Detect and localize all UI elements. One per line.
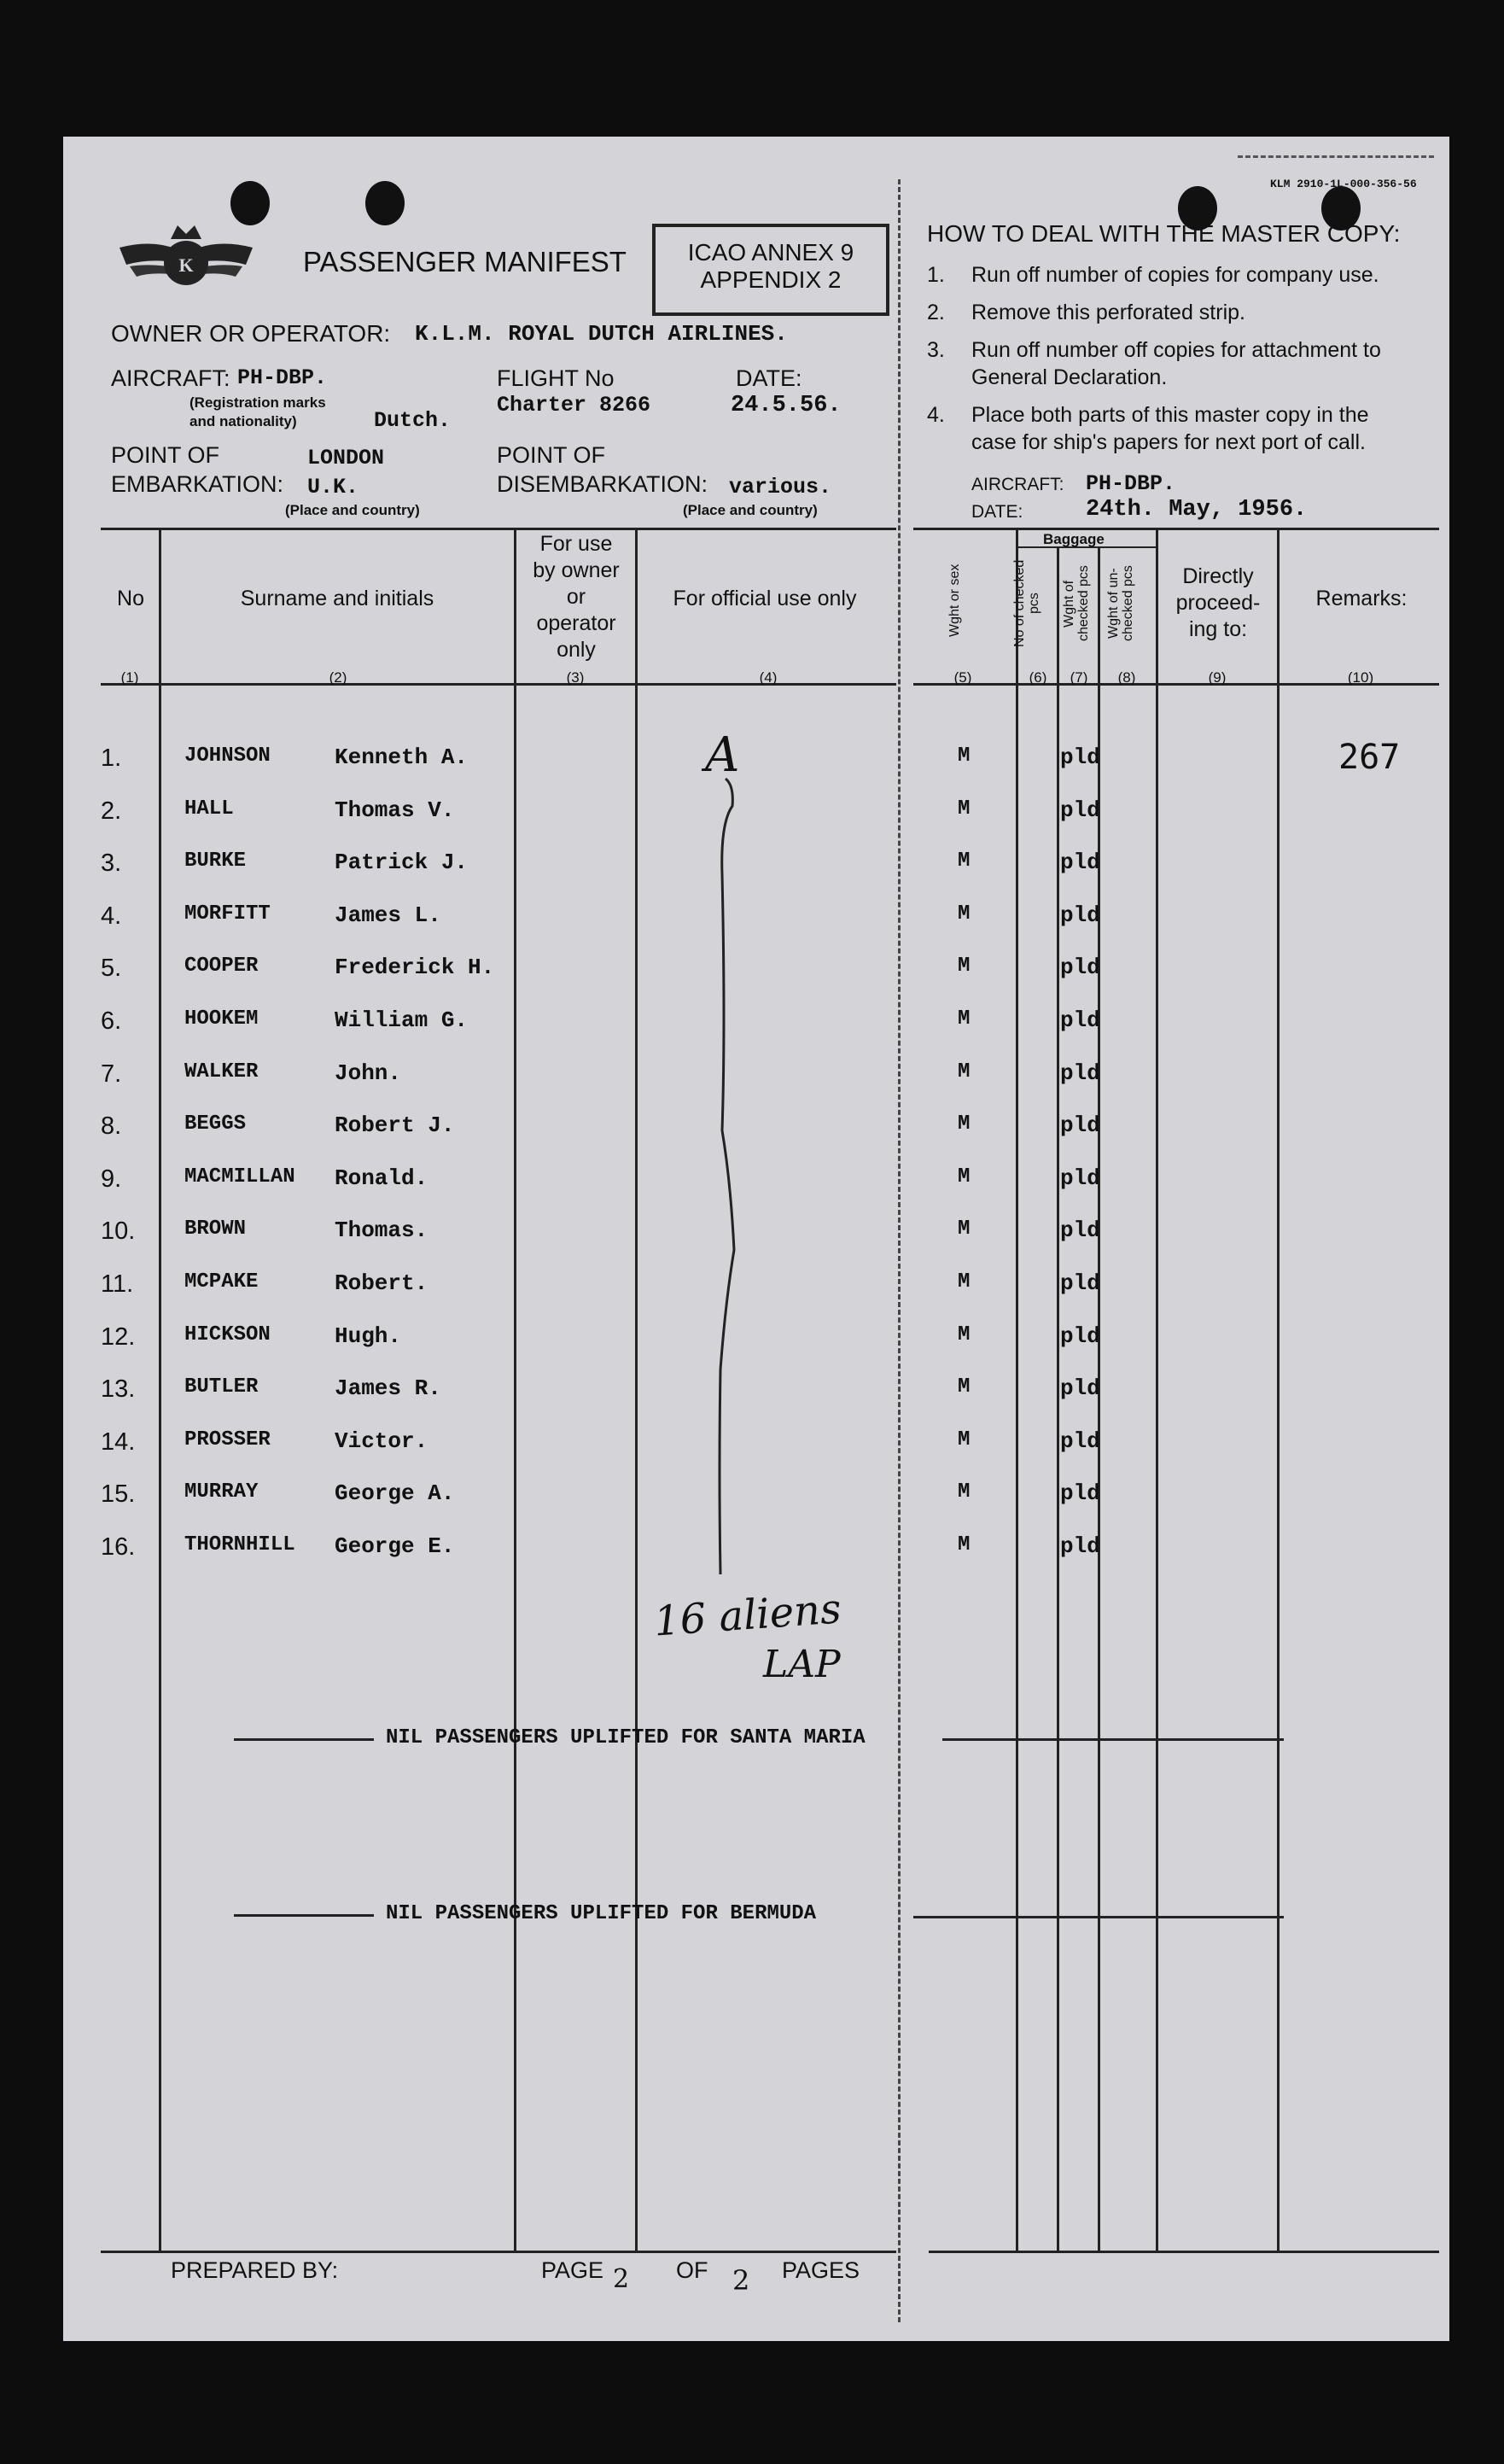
passenger-surname: MCPAKE bbox=[184, 1270, 259, 1293]
table-top-rule bbox=[913, 528, 1439, 530]
passenger-no: 8. bbox=[101, 1112, 122, 1140]
instructions-aircraft-value: PH-DBP. bbox=[1086, 471, 1176, 496]
embarkation-label2: EMBARKATION: bbox=[111, 471, 284, 497]
instruction-text: Remove this perforated strip. bbox=[971, 301, 1245, 324]
passenger-baggage: pld bbox=[1060, 1217, 1100, 1243]
instruction-text: Place both parts of this master copy in the bbox=[971, 403, 1369, 427]
passenger-sex: M bbox=[958, 850, 971, 873]
col-owner-use-line: operator bbox=[536, 611, 616, 635]
disembarkation-note: (Place and country) bbox=[683, 502, 818, 518]
col-owner-use-line: only bbox=[557, 638, 596, 662]
passenger-initials: Victor. bbox=[335, 1428, 428, 1454]
aircraft-nationality: Dutch. bbox=[374, 408, 452, 433]
col-owner-use-line: For use bbox=[539, 532, 613, 556]
col-baggage-header: Baggage bbox=[1043, 531, 1105, 547]
passenger-initials: Hugh. bbox=[335, 1323, 402, 1349]
col-number: (3) bbox=[566, 669, 585, 686]
passenger-baggage: pld bbox=[1060, 902, 1100, 928]
passenger-sex: M bbox=[958, 1060, 971, 1083]
passenger-sex: M bbox=[958, 1112, 971, 1136]
col-surname-header: Surname and initials bbox=[240, 587, 434, 610]
passenger-surname: THORNHILL bbox=[184, 1533, 295, 1556]
passenger-surname: MACMILLAN bbox=[184, 1165, 295, 1188]
passenger-initials: William G. bbox=[335, 1007, 469, 1033]
col-official-header: For official use only bbox=[673, 587, 857, 610]
owner-label: OWNER OR OPERATOR: bbox=[111, 320, 391, 347]
aircraft-label: AIRCRAFT: bbox=[111, 365, 230, 391]
instruction-text: Run off number of copies for company use. bbox=[971, 263, 1379, 287]
passenger-no: 12. bbox=[101, 1323, 136, 1351]
nil-line-santa-maria: NIL PASSENGERS UPLIFTED FOR SANTA MARIA bbox=[386, 1726, 866, 1749]
passenger-baggage: pld bbox=[1060, 850, 1100, 875]
col-unchecked-wght-header: Wght of un-checked pcs bbox=[1106, 565, 1135, 642]
pages-label: PAGES bbox=[782, 2257, 860, 2283]
flight-value: Charter 8266 bbox=[497, 393, 651, 417]
aircraft-value: PH-DBP. bbox=[237, 365, 328, 390]
passenger-initials: Kenneth A. bbox=[335, 744, 469, 770]
passenger-surname: BEGGS bbox=[184, 1112, 247, 1136]
owner-value: K.L.M. ROYAL DUTCH AIRLINES. bbox=[415, 321, 788, 347]
passenger-surname: PROSSER bbox=[184, 1428, 271, 1451]
passenger-surname: MURRAY bbox=[184, 1480, 259, 1504]
instruction-text: Run off number off copies for attachment to bbox=[971, 338, 1381, 362]
passenger-initials: James R. bbox=[335, 1375, 441, 1401]
passenger-no: 1. bbox=[101, 744, 122, 772]
icao-box bbox=[652, 224, 889, 316]
col-checked-wght-header: Wght of checked pcs bbox=[1062, 565, 1091, 642]
punch-hole bbox=[365, 181, 405, 225]
handwritten-note: 16 aliens bbox=[652, 1585, 843, 1646]
flight-label: FLIGHT No bbox=[497, 365, 615, 391]
passenger-no: 9. bbox=[101, 1165, 122, 1193]
passenger-baggage: pld bbox=[1060, 1060, 1100, 1086]
passenger-surname: HALL bbox=[184, 797, 234, 820]
passenger-surname: BUTLER bbox=[184, 1375, 259, 1398]
instructions-date-label: DATE: bbox=[971, 502, 1023, 522]
passenger-no: 13. bbox=[101, 1375, 136, 1403]
handwritten-initials: LAP bbox=[763, 1643, 841, 1686]
handwritten-letter: A bbox=[705, 727, 740, 783]
passenger-baggage: pld bbox=[1060, 1375, 1100, 1401]
embarkation-note: (Place and country) bbox=[285, 502, 420, 518]
date-value: 24.5.56. bbox=[731, 393, 842, 418]
col-number: (1) bbox=[120, 669, 139, 686]
passenger-surname: MORFITT bbox=[184, 902, 271, 925]
embarkation-label1: POINT OF bbox=[111, 442, 220, 468]
nil-dash-left bbox=[234, 1738, 374, 1741]
nil-dash-left bbox=[234, 1914, 374, 1917]
instruction-num: 2. bbox=[927, 301, 945, 324]
passenger-no: 7. bbox=[101, 1060, 122, 1088]
passenger-sex: M bbox=[958, 1480, 971, 1504]
passenger-initials: Thomas. bbox=[335, 1217, 428, 1243]
passenger-baggage: pld bbox=[1060, 797, 1100, 823]
page-total: 2 bbox=[732, 2264, 750, 2297]
disembarkation-value: various. bbox=[729, 475, 832, 499]
passenger-baggage: pld bbox=[1060, 1165, 1100, 1191]
embarkation-value1: LONDON bbox=[307, 446, 385, 470]
aircraft-note1: (Registration marks bbox=[189, 394, 326, 411]
embarkation-value2: U.K. bbox=[307, 475, 359, 499]
page-label: PAGE bbox=[541, 2257, 604, 2283]
page-number: 2 bbox=[613, 2264, 630, 2294]
passenger-baggage: pld bbox=[1060, 955, 1100, 980]
col-number: (7) bbox=[1070, 669, 1088, 686]
passenger-sex: M bbox=[958, 1375, 971, 1398]
col-proceeding-header bbox=[1159, 563, 1277, 643]
passenger-initials: John. bbox=[335, 1060, 402, 1086]
passenger-sex: M bbox=[958, 1007, 971, 1031]
instructions-aircraft-label: AIRCRAFT: bbox=[971, 475, 1064, 494]
instruction-text: General Declaration. bbox=[971, 365, 1168, 389]
passenger-surname: BROWN bbox=[184, 1217, 247, 1241]
passenger-baggage: pld bbox=[1060, 1480, 1100, 1506]
passenger-initials: George E. bbox=[335, 1533, 455, 1559]
passenger-initials: Robert. bbox=[335, 1270, 428, 1296]
passenger-no: 10. bbox=[101, 1217, 136, 1245]
disembarkation-label2: DISEMBARKATION: bbox=[497, 471, 708, 497]
col-proceeding-line: Directly bbox=[1182, 564, 1254, 588]
col-number: (10) bbox=[1347, 669, 1374, 686]
klm-logo bbox=[118, 213, 254, 309]
passenger-surname: HOOKEM bbox=[184, 1007, 259, 1031]
passenger-baggage: pld bbox=[1060, 1428, 1100, 1454]
passenger-baggage: pld bbox=[1060, 1112, 1100, 1138]
passenger-no: 4. bbox=[101, 902, 122, 930]
passenger-initials: Frederick H. bbox=[335, 955, 495, 980]
passenger-no: 2. bbox=[101, 797, 122, 825]
passenger-sex: M bbox=[958, 1165, 971, 1188]
instruction-num: 3. bbox=[927, 338, 945, 362]
passenger-no: 11. bbox=[101, 1270, 134, 1298]
handwritten-bracket-line bbox=[700, 772, 768, 1591]
passenger-sex: M bbox=[958, 1270, 971, 1293]
passenger-no: 6. bbox=[101, 1007, 122, 1035]
instruction-num: 4. bbox=[927, 403, 945, 427]
instructions-heading: HOW TO DEAL WITH THE MASTER COPY: bbox=[927, 220, 1401, 247]
nil-dash-right bbox=[913, 1916, 1284, 1918]
passenger-sex: M bbox=[958, 744, 971, 768]
col-checked-pcs-header: No of checked pcs bbox=[1012, 559, 1041, 648]
passenger-baggage: pld bbox=[1060, 1323, 1100, 1349]
passenger-initials: James L. bbox=[335, 902, 441, 928]
passenger-initials: Patrick J. bbox=[335, 850, 469, 875]
passenger-initials: Thomas V. bbox=[335, 797, 455, 823]
col-number: (5) bbox=[953, 669, 972, 686]
passenger-sex: M bbox=[958, 1428, 971, 1451]
disembarkation-label1: POINT OF bbox=[497, 442, 606, 468]
passenger-no: 3. bbox=[101, 850, 122, 877]
passenger-baggage: pld bbox=[1060, 744, 1100, 770]
passenger-sex: M bbox=[958, 955, 971, 978]
form-code: KLM 2910-1L-000-356-56 bbox=[1270, 178, 1417, 190]
col-number: (9) bbox=[1208, 669, 1227, 686]
passenger-surname: WALKER bbox=[184, 1060, 259, 1083]
table-bottom-rule bbox=[101, 2251, 896, 2253]
instructions-date-value: 24th. May, 1956. bbox=[1086, 497, 1308, 523]
icao-line2: APPENDIX 2 bbox=[700, 266, 842, 293]
of-label: OF bbox=[676, 2257, 708, 2283]
col-number: (4) bbox=[759, 669, 778, 686]
passenger-sex: M bbox=[958, 1323, 971, 1346]
date-label: DATE: bbox=[736, 365, 802, 391]
passenger-no: 14. bbox=[101, 1428, 136, 1456]
aircraft-note2: and nationality) bbox=[189, 413, 297, 429]
passenger-baggage: pld bbox=[1060, 1270, 1100, 1296]
passenger-initials: Robert J. bbox=[335, 1112, 455, 1138]
col-number: (8) bbox=[1117, 669, 1136, 686]
col-owner-use-line: or bbox=[566, 585, 586, 609]
col-weight-sex-header: Wght or sex bbox=[947, 563, 962, 637]
instruction-text: case for ship's papers for next port of call. bbox=[971, 430, 1366, 454]
passenger-baggage: pld bbox=[1060, 1007, 1100, 1033]
col-proceeding-line: proceed- bbox=[1175, 591, 1261, 615]
icao-line1: ICAO ANNEX 9 bbox=[687, 239, 854, 266]
table-bottom-rule bbox=[929, 2251, 1439, 2253]
passenger-surname: COOPER bbox=[184, 955, 259, 978]
passenger-initials: Ronald. bbox=[335, 1165, 428, 1191]
passenger-surname: HICKSON bbox=[184, 1323, 271, 1346]
passenger-no: 15. bbox=[101, 1480, 136, 1508]
page-title: PASSENGER MANIFEST bbox=[303, 246, 627, 277]
instruction-num: 1. bbox=[927, 263, 945, 287]
prepared-by-label: PREPARED BY: bbox=[171, 2257, 339, 2283]
col-owner-use-line: by owner bbox=[533, 558, 620, 582]
col-number: (2) bbox=[329, 669, 347, 686]
nil-dash-right bbox=[942, 1738, 1284, 1741]
svg-text:K: K bbox=[178, 254, 194, 276]
passenger-remarks: 267 bbox=[1338, 738, 1401, 777]
passenger-no: 5. bbox=[101, 955, 122, 982]
passenger-baggage: pld bbox=[1060, 1533, 1100, 1559]
passenger-surname: JOHNSON bbox=[184, 744, 271, 768]
col-proceeding-line: ing to: bbox=[1188, 617, 1248, 641]
passenger-sex: M bbox=[958, 1217, 971, 1241]
passenger-surname: BURKE bbox=[184, 850, 247, 873]
nil-line-bermuda: NIL PASSENGERS UPLIFTED FOR BERMUDA bbox=[386, 1902, 817, 1925]
passenger-initials: George A. bbox=[335, 1480, 455, 1506]
perforation-top bbox=[1238, 155, 1434, 158]
table-top-rule bbox=[101, 528, 896, 530]
col-number: (6) bbox=[1029, 669, 1047, 686]
passenger-sex: M bbox=[958, 797, 971, 820]
col-no-header: No bbox=[117, 587, 144, 610]
passenger-sex: M bbox=[958, 1533, 971, 1556]
passenger-sex: M bbox=[958, 902, 971, 925]
passenger-no: 16. bbox=[101, 1533, 136, 1561]
col-owner-use-header bbox=[517, 531, 635, 663]
col-remarks-header: Remarks: bbox=[1315, 587, 1408, 610]
